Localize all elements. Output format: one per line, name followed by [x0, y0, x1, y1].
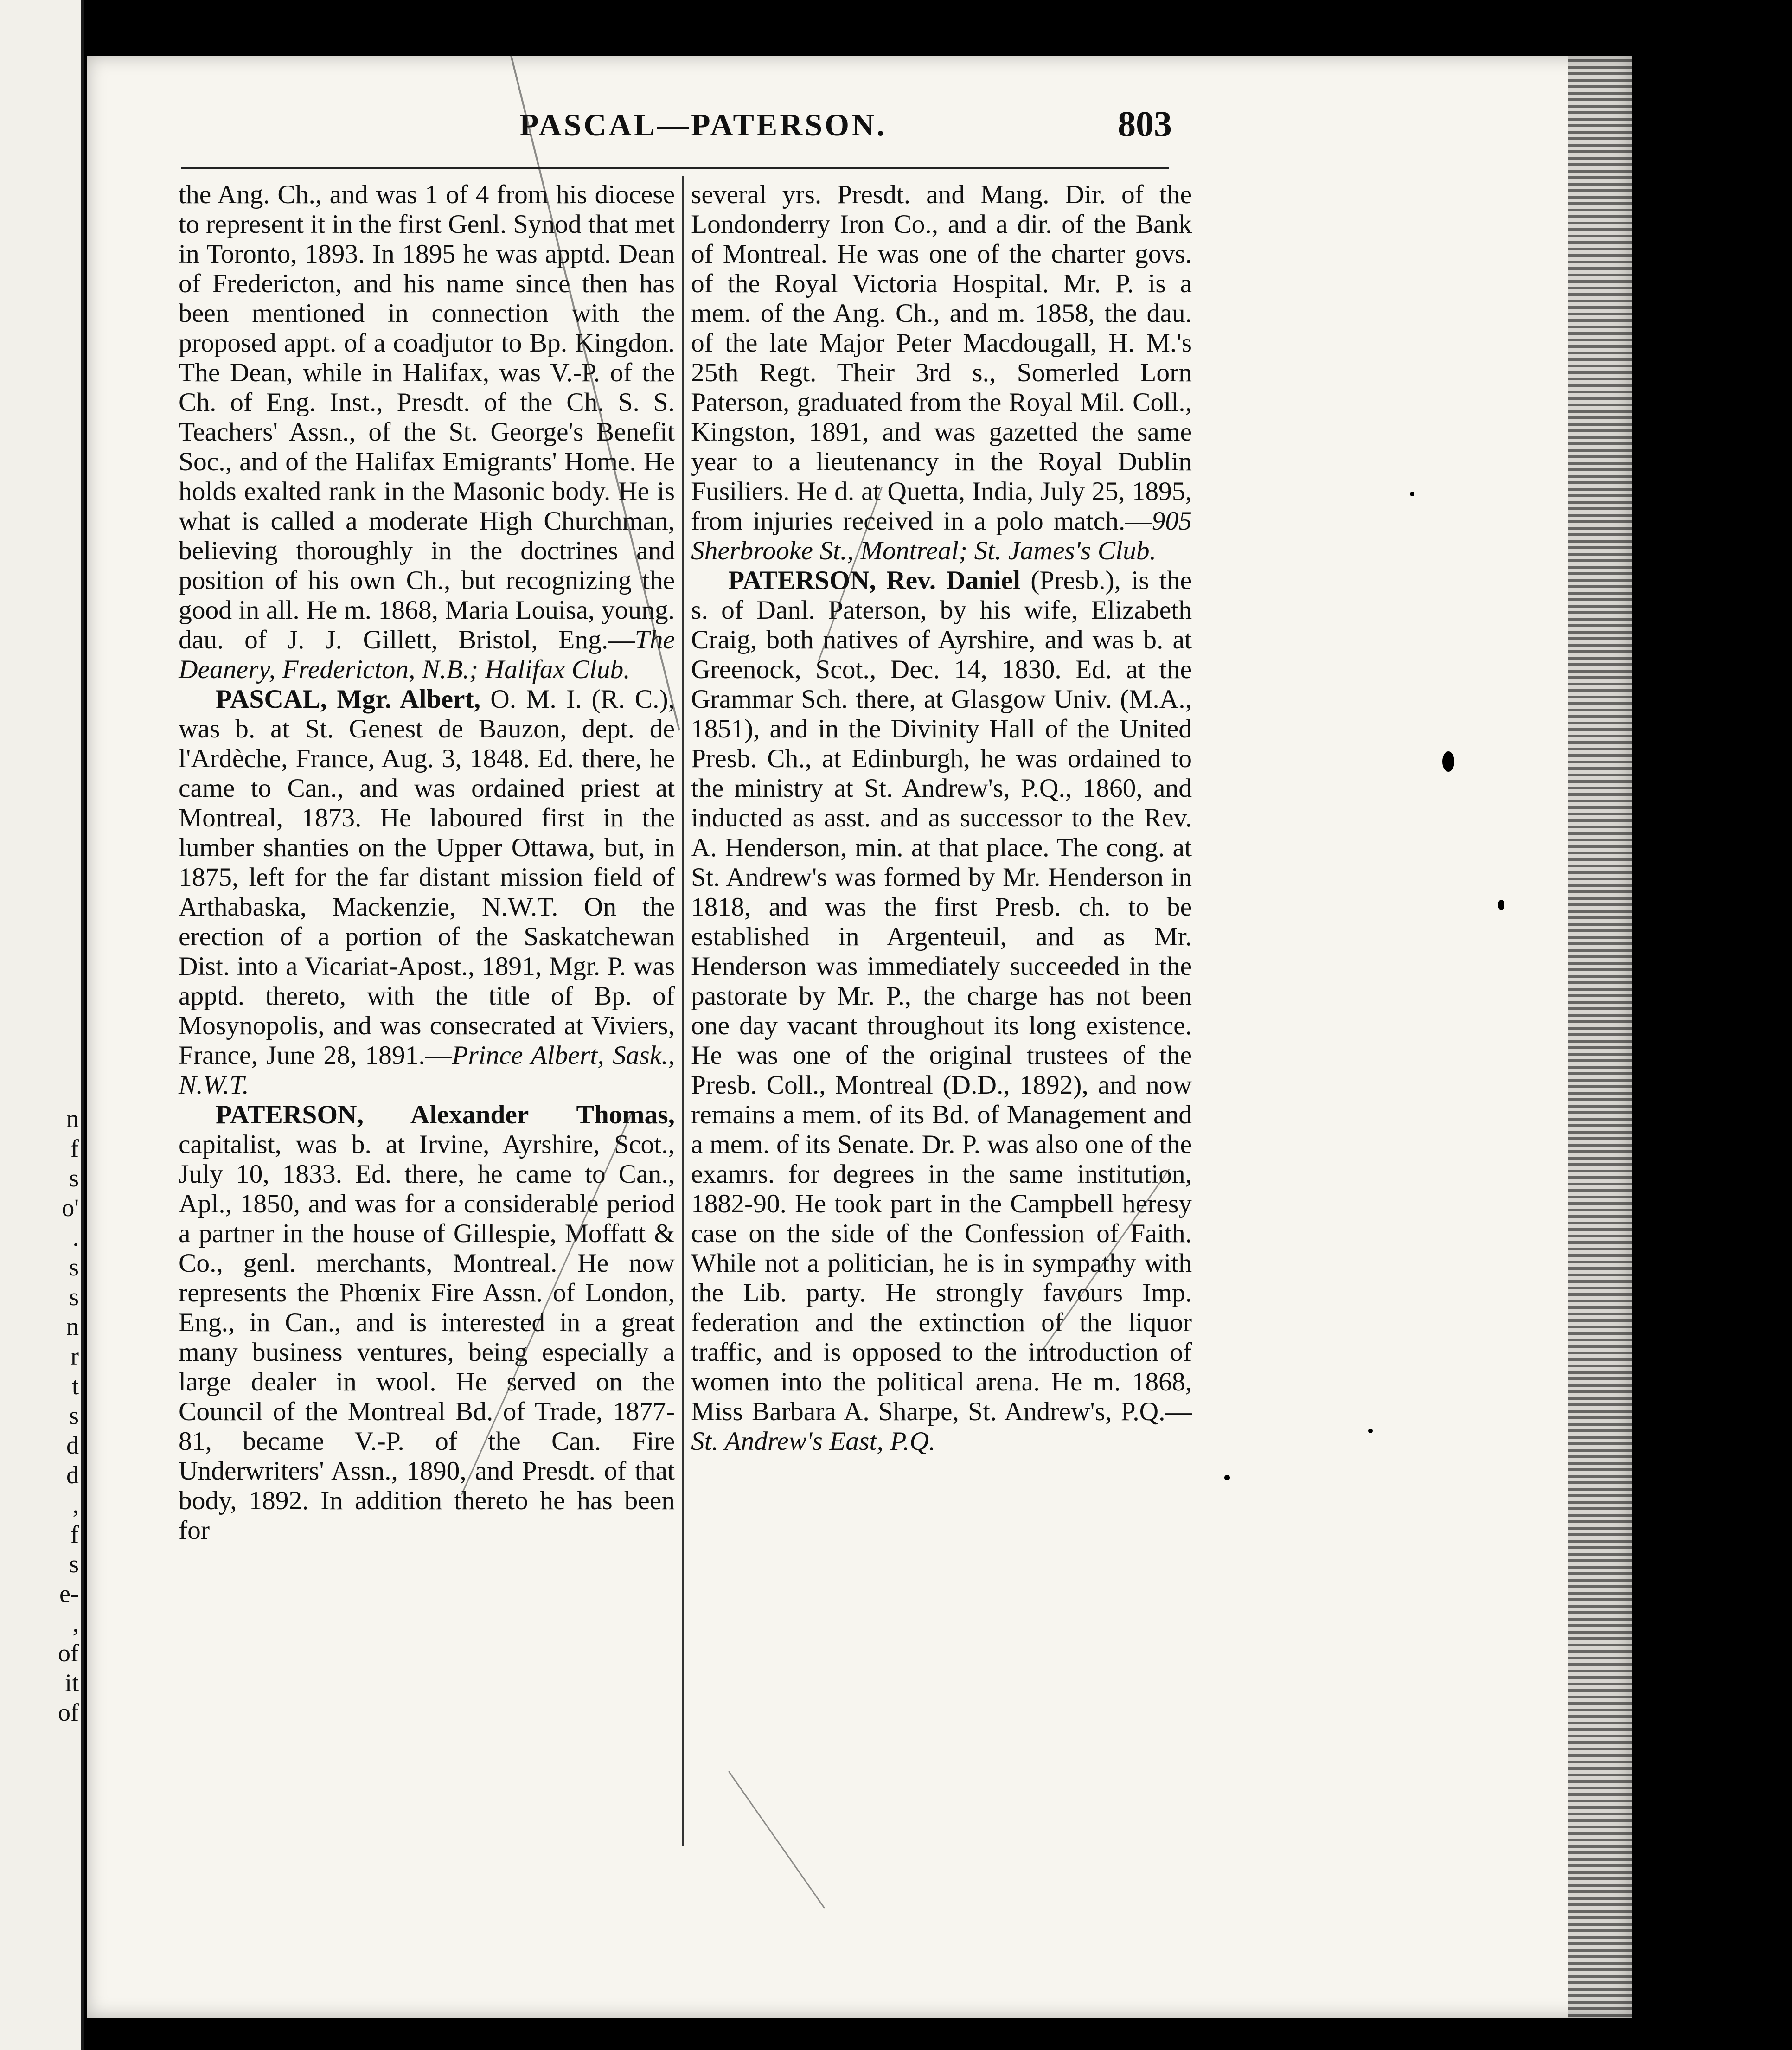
previous-page-fragment: e-: [59, 1580, 79, 1608]
previous-page-fragment: ,: [72, 1609, 79, 1637]
entry-address: 905 Sherbrooke St., Montreal; St. James's Club.: [691, 506, 1192, 565]
scan-speck: [1410, 492, 1414, 496]
scan-speck: [1368, 1429, 1373, 1433]
entry-pascal: [179, 685, 675, 1100]
entry-paterson-daniel: [691, 566, 1192, 1456]
entry-text: (Presb.), is the s. of Danl. Paterson, by his wife, Elizabeth Craig, both natives of Ayrshire, and was b. at Greenock, Scot., Dec. 14, 1830. Ed. at the Grammar Sch. there, at Glasgow Univ. (M.A., 1851), and in the Divinity Hall of the United Presb. Ch., at Edinburgh, he was ordained to the ministry at St. Andrew's, P.Q., 1860, and inducted as asst. and as successor to the Rev. A. Henderson, min. at that place. The cong. at St. Andrew's was formed by Mr. Henderson in 1818, and was the first Presb. ch. to be established in Argenteuil, and as Mr. Henderson was immediately succeeded in the pastorate by Mr. P., the charge has not been one day vacant throughout its long existence. He was one of the original trustees of the Presb. Coll., Montreal (D.D., 1892), and now remains a mem. of its Bd. of Management and a mem. of its Senate. Dr. P. was also one of the examrs. for degrees in the same institution, 1882-90. He took part in the Campbell heresy case on the side of the Confession of Faith. While not a politician, he is in sympathy with the Lib. party. He strongly favours Imp. federation and the extinction of the liquor traffic, and is opposed to the introduction of women into the political arena. He m. 1868, Miss Barbara A. Sharpe, St. Andrew's, P.Q.—: [691, 566, 1192, 1426]
entry-continuation: [691, 180, 1192, 566]
page-number: 803: [1118, 103, 1172, 144]
previous-page-fragment: s: [69, 1283, 79, 1311]
entry-name: PATERSON, Rev. Daniel: [728, 566, 1021, 595]
previous-page-fragment: d: [66, 1431, 79, 1459]
previous-page-fragment: n: [66, 1313, 79, 1340]
entry-address: The Deanery, Fredericton, N.B.; Halifax Club.: [179, 625, 675, 684]
entry-address: Prince Albert, Sask., N.W.T.: [179, 1041, 675, 1100]
left-column: [179, 180, 675, 1545]
scan-speck: [1498, 900, 1504, 910]
column-divider: [682, 176, 684, 1846]
entry-text: capitalist, was b. at Irvine, Ayrshire, Scot., July 10, 1833. Ed. there, he came to Can., Apl., 1850, and was for a considerable period a partner in the house of Gillespie, Moffatt & Co., genl. merchants, Montreal. He now represents the Phœnix Fire Assn. of London, Eng., in Can., and is interested in a great many business ventures, being especially a large dealer in wool. He served on the Council of the Montreal Bd. of Trade, 1877-81, became V.-P. of the Can. Fire Underwriters' Assn., 1890, and Presdt. of that body, 1892. In addition thereto he has been for: [179, 1130, 675, 1545]
entry-paterson-alexander: [179, 1100, 675, 1545]
scan-speck: [1224, 1475, 1230, 1480]
scan-border-right: [1632, 0, 1792, 2050]
previous-page-edge: [0, 0, 84, 2050]
previous-page-fragment: o': [62, 1194, 79, 1222]
entry-continuation: [179, 180, 675, 685]
previous-page-fragment: it: [64, 1669, 79, 1697]
header-rule: [181, 167, 1169, 169]
previous-page-fragment: n: [66, 1105, 79, 1133]
page-edge-shadow: [1568, 46, 1642, 2018]
previous-page-fragment: s: [69, 1550, 79, 1578]
previous-page-fragment: t: [71, 1372, 79, 1400]
entry-text: the Ang. Ch., and was 1 of 4 from his diocese to represent it in the first Genl. Synod that met in Toronto, 1893. In 1895 he was apptd. Dean of Fredericton, and his name since then has been mentioned in connection with the proposed appt. of a coadjutor to Bp. Kingdon. The Dean, while in Halifax, was V.-P. of the Ch. of Eng. Inst., Presdt. of the Ch. S. S. Teachers' Assn., of the St. George's Benefit Soc., and of the Halifax Emigrants' Home. He holds exalted rank in the Masonic body. He is what is called a moderate High Churchman, believing thoroughly in the doctrines and position of his own Ch., but recognizing the good in all. He m. 1868, Maria Louisa, young. dau. of J. J. Gillett, Bristol, Eng.—: [179, 180, 675, 654]
previous-page-fragment: s: [69, 1253, 79, 1281]
running-head: PASCAL—PATERSON.: [519, 107, 887, 142]
scan-speck: [1442, 751, 1454, 772]
previous-page-fragment: r: [70, 1342, 79, 1370]
previous-page-fragment: .: [72, 1224, 79, 1251]
previous-page-fragment: ,: [72, 1491, 79, 1518]
right-column: [691, 180, 1192, 1456]
previous-page-fragment: s: [69, 1402, 79, 1429]
entry-name: PASCAL, Mgr. Albert,: [216, 685, 481, 714]
entry-text: several yrs. Presdt. and Mang. Dir. of the Londonderry Iron Co., and a dir. of the Bank of Montreal. He was one of the charter govs. of the Royal Victoria Hospital. Mr. P. is a mem. of the Ang. Ch., and m. 1858, the dau. of the late Major Peter Macdougall, H. M.'s 25th Regt. Their 3rd s., Somerled Lorn Paterson, graduated from the Royal Mil. Coll., Kingston, 1891, and was gazetted the same year to a lieutenancy in the Royal Dublin Fusiliers. He d. at Quetta, India, July 25, 1895, from injuries received in a polo match.—: [691, 180, 1192, 536]
previous-page-fragment: d: [66, 1461, 79, 1489]
previous-page-fragment: s: [69, 1164, 79, 1192]
entry-text: O. M. I. (R. C.), was b. at St. Genest de Bauzon, dept. de l'Ardèche, France, Aug. 3, 1848. Ed. there, he came to Can., and was ordained priest at Montreal, 1873. He laboured first in the lumber shanties on the Upper Ottawa, but, in 1875, left for the far distant mission field of Arthabaska, Mackenzie, N.W.T. On the erection of a portion of the Saskatchewan Dist. into a Vicariat-Apost., 1891, Mgr. P. was apptd. thereto, with the title of Bp. of Mosynopolis, and was consecrated at Viviers, France, June 28, 1891.—: [179, 685, 675, 1070]
entry-name: PATERSON, Alexander Thomas,: [216, 1100, 675, 1129]
previous-page-fragment: of: [58, 1639, 79, 1667]
previous-page-fragment: of: [58, 1698, 79, 1726]
previous-page-fragment: f: [70, 1134, 79, 1162]
previous-page-fragments: [0, 1104, 79, 1727]
previous-page-fragment: f: [70, 1520, 79, 1548]
entry-address: St. Andrew's East, P.Q.: [691, 1427, 936, 1456]
